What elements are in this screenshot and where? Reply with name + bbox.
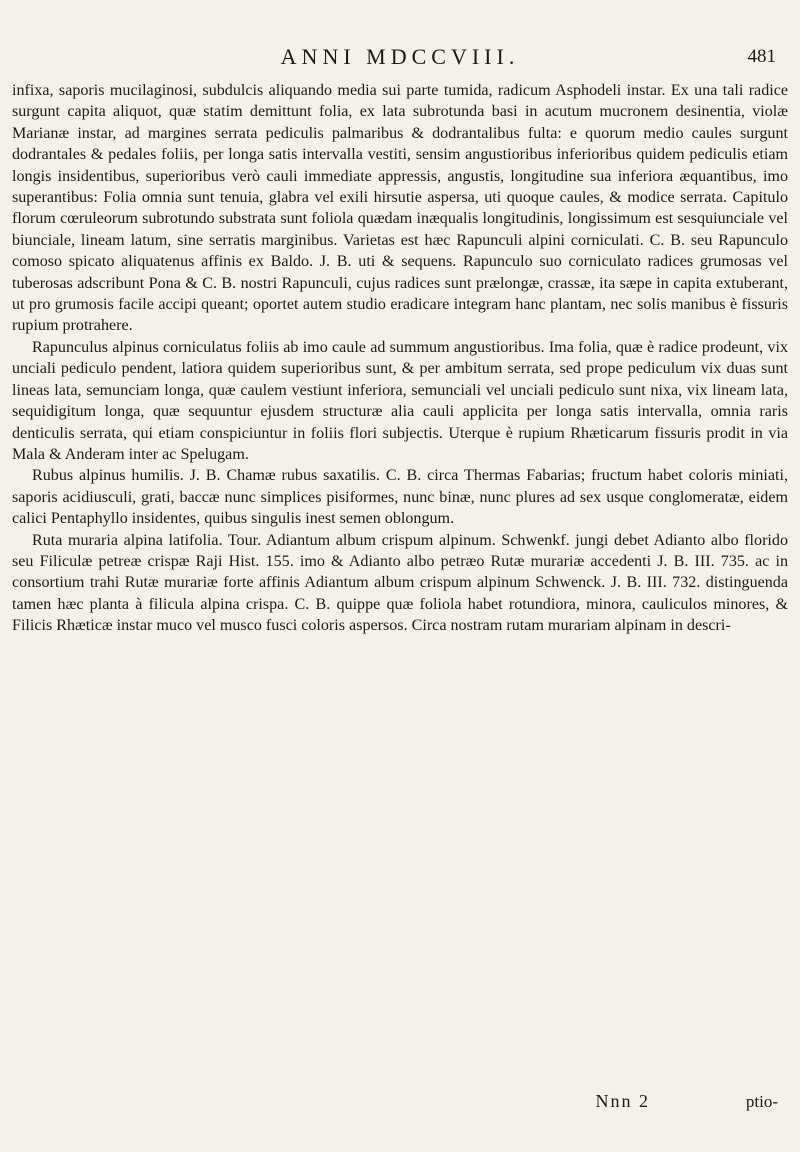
paragraph-ruta-muraria: Ruta muraria alpina latifolia. Tour. Adiantum album crispum alpinum. Schwenkf. jungi debet Adianto albo florido seu Filiculæ petreæ crispæ Raji Hist. 155. imo & Adianto albo petræo Rutæ murariæ accedenti J. B. III. 735. ac in consortium trahi Rutæ murariæ forte affinis Adiantum album crispum alpinum Schwenck. J. B. III. 732. distinguenda tamen hæc planta à filicula alpina crispa. C. B. quippe quæ foliola habet rotundiora, minora, cauliculos minores, & Filicis Rhæticæ instar muco vel musco fusci coloris aspersos. Circa nostram rutam murariam alpinam in descri- xyxy=(12,531,788,635)
paragraph-rubus-alpinus: Rubus alpinus humilis. J. B. Chamæ rubus saxatilis. C. B. circa Thermas Fabarias; fructum habet coloris miniati, saporis acidiusculi, grati, baccæ nunc simplices pisiformes, nunc binæ, nunc plures ad sex usque conglomeratæ, eidem calici Pentaphyllo insidentes, quibus singulis inest semen oblongum. xyxy=(12,467,788,528)
catchword: ptio- xyxy=(745,1092,778,1111)
page-number: 481 xyxy=(747,46,776,67)
paragraph-rapunculus-description: infixa, saporis mucilaginosi, subdulcis aliquando media sui parte tumida, radicum Asphodeli instar. Ex una tali radice surgunt capita aliquot, quæ statim demittunt folia, ex lata subrotunda basi in acutum mucronem desinentia, violæ Marianæ instar, ad margines serrata pediculis palmaribus & dodrantalibus fulta: e quorum medio caules surgunt dodrantales & pedales foliis, per longa satis intervalla vestiti, sensim angustioribus inferioribus quidem pediculis etiam longis insidentibus, superioribus verò cauli immediate appressis, angustis, longitudine sua inferiora æquantibus, imo superantibus: Folia omnia sunt tenuia, glabra vel exili hirsutie aspersa, uti quoque caules, & modice serrata. Capitulo florum cœruleorum subrotundo substrata sunt foliola quædam inæqualis longitudinis, longissimum est sesquiunciale vel biunciale, lineam latum, sine serratis marginibus. Varietas est hæc Rapunculi alpini corniculati. C. B. seu Rapunculo comoso spicato aliquatenus affinis ex Baldo. J. B. uti & sequens. Rapunculo suo corniculato radices grumosas vel tuberosas adscribunt Pona & C. B. nostri Rapunculi, cujus radices sunt prælongæ, crassæ, ita sæpe in capita extuberant, ut pro grumosis facile accipi queant; oportet autem studio eradicare integram hanc plantam, nec solis manibus è fissuris rupium protrahere. xyxy=(12,82,788,335)
signature-mark: Nnn 2 xyxy=(595,1091,650,1111)
page-header xyxy=(0,44,800,74)
running-head: ANNI MDCCVIII. xyxy=(280,44,520,69)
text-body xyxy=(12,80,788,637)
paragraph-rapunculus-alpinus: Rapunculus alpinus corniculatus foliis ab imo caule ad summum angustioribus. Ima folia, quæ è radice prodeunt, vix unciali pediculo pendent, latiora quidem superioribus sunt, & per ambitum serrata, sed prope pediculum vix duas sunt lineas lata, semunciam longa, quæ caulem vestiunt inferiora, semunciali vel unciali pediculo sunt nixa, vix lineam lata, sequidigitum longa, quæ sequuntur ejusdem structuræ alia cauli applicita per longa satis intervalla, omnia raris denticulis serrata, qui etiam conspiciuntur in foliis flori subjectis. Uterque è rupium Rhæticarum fissuris prodit in via Mala & Anderam inter ac Spelugam. xyxy=(12,338,788,463)
